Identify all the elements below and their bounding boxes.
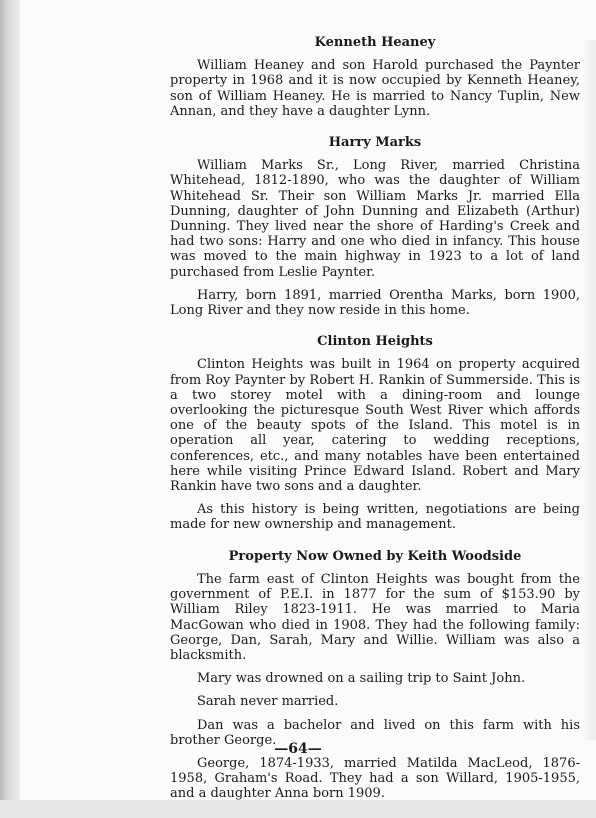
paragraph: William Heaney and son Harold purchased the Paynter property in 1968 and it is now occupied by Kenneth Heaney, son of William Heaney. He is married to Nancy Tuplin, New Annan, and they have a daughter Lynn. <box>170 58 580 119</box>
paragraph: Clinton Heights was built in 1964 on property acquired from Roy Paynter by Robert H. Rankin of Summerside. This is a two storey motel with a dining-room and lounge overlooking the picturesque South West River which affords one of the beauty spots of the Island. This motel is in operation all year, catering to wedding receptions, conferences, etc., and many notables have been entertained here while visiting Prince Edward Island. Robert and Mary Rankin have two sons and a daughter. <box>170 357 580 495</box>
paragraph: Mary was drowned on a sailing trip to Saint John. <box>197 671 526 687</box>
paragraph: The farm east of Clinton Heights was bought from the government of P.E.I. in 1877 for the sum of $153.90 by William Riley 1823-1911. He was married to Maria MacGowan who died in 1908. They had the following family: George, Dan, Sarah, Mary and Willie. William was also a blacksmith. <box>170 571 580 663</box>
section-clinton-heights <box>170 334 580 532</box>
paragraph: As this history is being written, negotiations are being made for new ownership and management. <box>170 502 580 533</box>
section-harry-marks <box>170 135 580 318</box>
paragraph: Harry, born 1891, married Orentha Marks, born 1900, Long River and they now reside in this home. <box>170 287 580 319</box>
section-title: Harry Marks <box>328 135 422 151</box>
page-edge-shadow <box>582 40 596 740</box>
section-title: Property Now Owned by Keith Woodside <box>228 548 522 564</box>
section-title: Clinton Heights <box>317 334 433 350</box>
section-kenneth-heaney <box>170 35 580 119</box>
paragraph: Sarah never married. <box>197 694 339 710</box>
paragraph: William Marks Sr., Long River, married Christina Whitehead, 1812-1890, who was the daughter of William Whitehead Sr. Their son William Marks Jr. married Ella Dunning, daughter of John Dunning and Elizabeth (Arthur) Dunning. They lived near the shore of Harding's Creek and had two sons: Harry and one who died in infancy. This house was moved to the main highway in 1923 to a lot of land purchased from Leslie Paynter. <box>170 158 580 280</box>
page-number: —64— <box>274 741 322 757</box>
book-binding <box>0 0 20 800</box>
paragraph: George, 1874-1933, married Matilda MacLeod, 1876-1958, Graham's Road. They had a son Willard, 1905-1955, and a daughter Anna born 1909. <box>170 755 580 802</box>
paragraph: Dan was a bachelor and lived on this farm with his brother George. <box>170 717 580 748</box>
section-keith-woodside <box>170 549 580 802</box>
section-title: Kenneth Heaney <box>314 35 436 50</box>
page-content <box>170 35 580 818</box>
